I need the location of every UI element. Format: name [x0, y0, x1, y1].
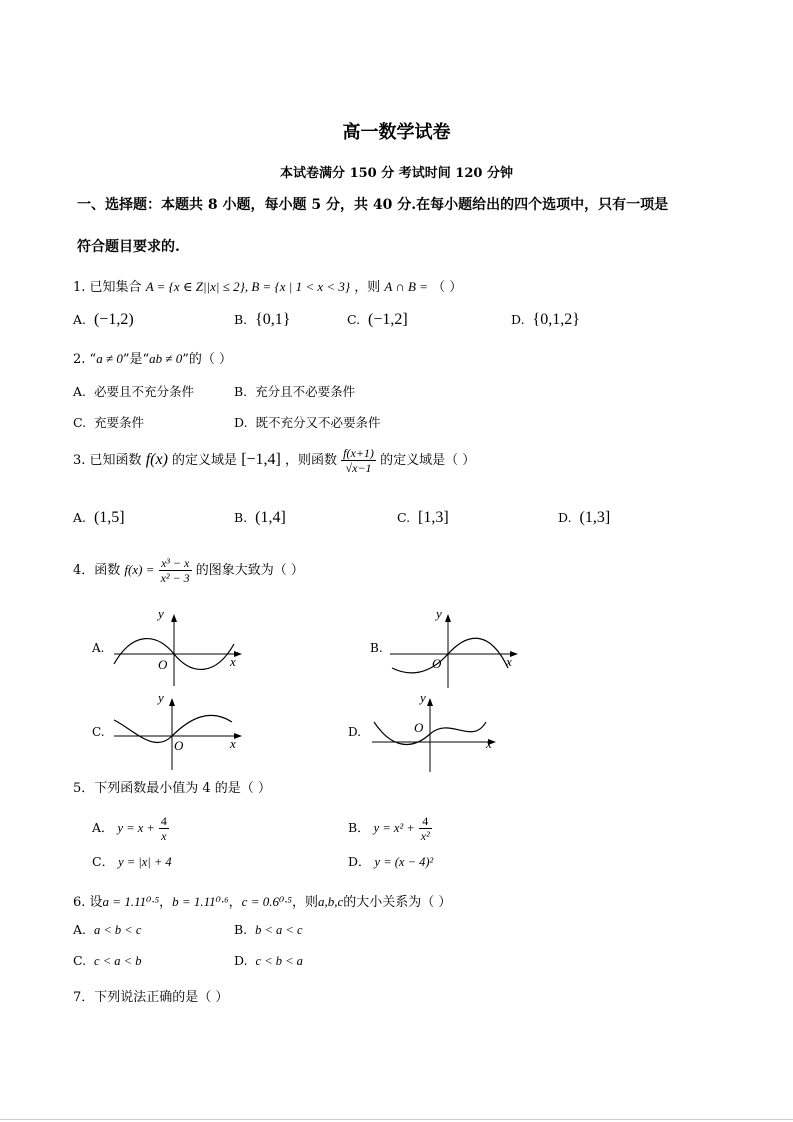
q4-graph-d-label[interactable]: D. — [348, 725, 362, 739]
q3-option-b[interactable]: B. (1,4] — [234, 509, 286, 526]
question-1 — [73, 276, 462, 295]
q5-option-c[interactable]: C． y = |x| + 4 — [92, 854, 172, 869]
q1-option-c[interactable]: C. (−1,2] — [347, 311, 408, 328]
q4-graph-c-curve — [114, 715, 232, 742]
question-3: 3. 已知函数 f(x) 的定义域是 [−1,4] ，则函数 $\frac{f(x+1)}{√x-1}$ 的定义域是（ ） — [73, 446, 476, 475]
q1-option-d[interactable]: D. {0,1,2} — [511, 311, 580, 328]
question-7: 7．下列说法正确的是（ ） — [73, 990, 229, 1005]
q1-paren: （ ） — [432, 280, 463, 295]
q6-c: c = 0.6⁰·⁵ — [241, 894, 292, 909]
q1-expr: A ∩ B = — [384, 279, 428, 294]
q4-graph-b-x: x — [506, 654, 512, 669]
q4-graph-b-curve — [392, 638, 508, 673]
q2-cond2: ab ≠ 0 — [149, 351, 183, 366]
q1-option-b[interactable]: B. {0,1} — [234, 311, 291, 328]
section-instructions-line2: 符合题目要求的. — [77, 239, 180, 255]
q4-graph-c-label[interactable]: C. — [92, 725, 105, 739]
q4-graph-c[interactable] — [110, 688, 250, 774]
q4-graph-d-x: x — [486, 736, 492, 751]
question-2: 2. “a ≠ 0”是“ab ≠ 0”的（ ） — [73, 351, 233, 367]
q2-option-b[interactable]: B. 充分且不必要条件 — [234, 384, 356, 399]
q2-cond1: a ≠ 0 — [96, 351, 123, 366]
q6-option-a[interactable]: A. a < b < c — [73, 922, 142, 937]
q4-graph-b-y: y — [436, 606, 442, 621]
question-5: 5．下列函数最小值为 4 的是（ ） — [73, 781, 271, 796]
q4-graph-b-label[interactable]: B. — [370, 641, 383, 655]
q4-graph-b-origin: O — [432, 656, 442, 671]
page-title: 高一数学试卷 — [342, 122, 451, 143]
q3-option-c[interactable]: C. [1,3] — [397, 509, 449, 526]
q2-option-a[interactable]: A. 必要且不充分条件 — [73, 384, 194, 399]
q6-option-c[interactable]: C. c < a < b — [73, 953, 142, 968]
q4-graph-d[interactable] — [368, 688, 508, 774]
q4-graph-a-label[interactable]: A. — [92, 641, 105, 655]
q1-option-a[interactable]: A. (−1,2) — [73, 311, 134, 328]
q5-option-b[interactable]: B． y = x² + $\frac{4}{\text{x²}}$ — [348, 814, 430, 843]
q4-graph-c-y: y — [158, 690, 164, 705]
q1-sets: A = {x ∈ Z||x| ≤ 2}, B = {x | 1 < x < 3} — [145, 279, 351, 294]
question-6: 6. 设a = 1.11⁰·⁵，b = 1.11⁰·⁶，c = 0.6⁰·⁵，则a,b,c的大小关系为（ ） — [73, 894, 452, 910]
q3-domain: [−1,4] — [241, 451, 281, 468]
q2-option-d[interactable]: D. 既不充分又不必要条件 — [234, 415, 381, 430]
q3-fraction: $\frac{f(x+1)}{√x-1}$ — [343, 446, 374, 475]
q6-a: a = 1.11⁰·⁵ — [102, 894, 160, 909]
q4-graph-c-x: x — [230, 736, 236, 751]
q4-graph-a-origin: O — [158, 657, 168, 672]
q4-graph-a-y: y — [158, 606, 164, 621]
q6-b: b = 1.11⁰·⁶ — [172, 894, 229, 909]
q1-prefix: 1. 已知集合 — [73, 280, 142, 295]
q4-graph-a-x: x — [230, 654, 236, 669]
q3-option-d[interactable]: D. (1,3] — [558, 509, 611, 526]
q3-fx: f(x) — [145, 451, 168, 468]
q6-option-b[interactable]: B. b < a < c — [234, 922, 303, 937]
q4-graph-d-origin: O — [414, 720, 424, 735]
section-instructions-line1: 一、选择题：本题共 8 小题，每小题 5 分，共 40 分.在每小题给出的四个选项中，只有一项是 — [77, 197, 669, 213]
q4-graph-c-origin: O — [174, 738, 184, 753]
q5-option-a[interactable]: A． y = x + $\frac{4}{x}$ — [92, 814, 167, 843]
page-bottom-divider — [0, 1119, 793, 1120]
q4-graph-b[interactable] — [386, 604, 526, 690]
question-4: 4．函数 f(x) = $\frac{\text{x³ − x}}{\text{x² − 3}}$ 的图象大致为（ ） — [73, 556, 304, 585]
q2-option-c[interactable]: C. 充要条件 — [73, 415, 145, 430]
q4-graph-d-y: y — [420, 690, 426, 705]
q4-graph-a[interactable] — [110, 604, 250, 690]
q1-mid: ，则 — [354, 280, 381, 295]
q6-option-d[interactable]: D. c < b < a — [234, 953, 303, 968]
q3-option-a[interactable]: A. (1,5] — [73, 509, 125, 526]
exam-info: 本试卷满分 150 分 考试时间 120 分钟 — [280, 166, 513, 181]
q6-abc: a,b,c — [317, 894, 344, 909]
q5-option-d[interactable]: D． y = (x − 4)² — [348, 854, 434, 869]
q4-fraction: $\frac{\text{x³ − x}}{\text{x² − 3}}$ — [160, 556, 190, 585]
q4-fx: f(x) = — [124, 562, 155, 577]
